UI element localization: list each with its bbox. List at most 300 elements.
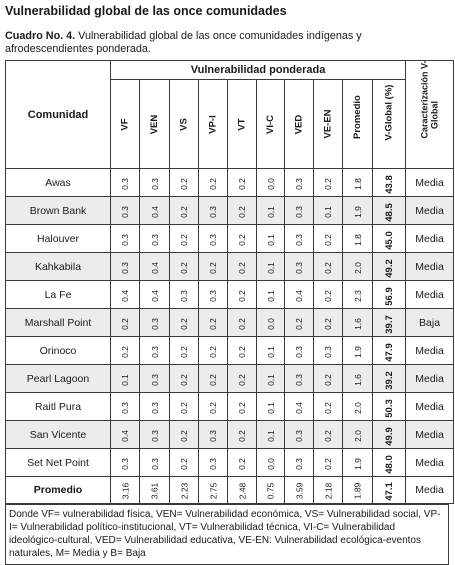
table-row — [6, 449, 454, 477]
value-cell — [170, 197, 199, 225]
table-row — [6, 337, 454, 365]
value-text: 0.3 — [293, 233, 304, 246]
value-text: 0.2 — [322, 261, 333, 274]
column-header — [199, 80, 228, 169]
column-header — [111, 80, 140, 169]
table-row — [6, 197, 454, 225]
value-cell — [314, 393, 343, 421]
header-vulnerabilidad-ponderada: Vulnerabilidad ponderada — [111, 61, 406, 80]
column-header-label: VP-I — [207, 114, 219, 134]
column-header — [140, 80, 170, 169]
community-name: Orinoco — [6, 337, 111, 365]
value-cell — [314, 421, 343, 449]
value-cell — [140, 253, 170, 281]
category-cell: Media — [406, 421, 454, 449]
column-header — [170, 80, 199, 169]
value-cell — [228, 449, 257, 477]
table-row — [6, 281, 454, 309]
category-cell: Media — [406, 365, 454, 393]
value-cell — [140, 365, 170, 393]
value-cell — [285, 253, 314, 281]
value-cell — [228, 477, 257, 504]
value-cell — [285, 449, 314, 477]
value-text: 0.3 — [119, 261, 130, 274]
value-cell — [373, 365, 406, 393]
category-cell: Media — [406, 253, 454, 281]
value-cell — [343, 365, 373, 393]
value-cell — [373, 421, 406, 449]
value-cell — [170, 365, 199, 393]
value-text: 2.75 — [207, 482, 218, 500]
table-caption — [5, 30, 449, 56]
value-cell — [373, 281, 406, 309]
value-cell — [111, 449, 140, 477]
value-text: 48.0 — [383, 454, 395, 474]
value-text: 0.3 — [119, 457, 130, 470]
value-cell — [199, 337, 228, 365]
value-cell — [373, 225, 406, 253]
value-cell — [170, 337, 199, 365]
value-text: 0.2 — [322, 429, 333, 442]
value-text: 0.3 — [149, 317, 160, 330]
vulnerability-table — [5, 60, 454, 504]
value-cell — [257, 169, 285, 197]
value-cell — [170, 281, 199, 309]
value-cell — [140, 309, 170, 337]
value-text: 50.3 — [383, 398, 395, 418]
value-text: 1.6 — [352, 373, 363, 386]
column-header-label: VED — [293, 114, 305, 134]
category-cell: Media — [406, 197, 454, 225]
value-text: 3.61 — [149, 482, 160, 500]
table-row — [6, 309, 454, 337]
value-text: 0.2 — [236, 177, 247, 190]
value-cell — [257, 253, 285, 281]
value-cell — [111, 365, 140, 393]
value-cell — [373, 393, 406, 421]
value-cell — [285, 309, 314, 337]
value-cell — [343, 281, 373, 309]
value-text: 1.9 — [352, 345, 363, 358]
value-cell — [170, 169, 199, 197]
value-cell — [343, 449, 373, 477]
table-footnote: Donde VF= vulnerabilidad física, VEN= Vulnerabilidad económica, VS= Vulnerabilidad social, VP-I= Vulnerabilidad político-institucional, VT= Vulnerabilidad técnica, VI-C= Vulnerabilidad ideológico-cultural, VED= Vulnerabilidad educativa, VE-EN: Vulnerabilidad ecológica-eventos naturales, M= Media y B= Baja — [6, 505, 449, 565]
value-text: 0.4 — [149, 289, 160, 302]
header-caracterizacion — [406, 61, 454, 169]
footnote-table — [5, 504, 449, 565]
value-text: 0.2 — [322, 401, 333, 414]
value-cell — [199, 281, 228, 309]
value-text: 0.3 — [207, 233, 218, 246]
value-cell — [140, 393, 170, 421]
value-cell — [228, 421, 257, 449]
value-text: 0.3 — [149, 373, 160, 386]
value-text: 0.3 — [293, 457, 304, 470]
value-cell — [111, 337, 140, 365]
column-header — [228, 80, 257, 169]
value-text: 2.48 — [236, 482, 247, 500]
value-text: 45.0 — [383, 230, 395, 250]
value-cell — [314, 449, 343, 477]
value-cell — [343, 393, 373, 421]
value-text: 0.2 — [236, 457, 247, 470]
value-cell — [373, 449, 406, 477]
value-text: 0.3 — [207, 289, 218, 302]
value-text: 0.3 — [293, 429, 304, 442]
value-cell — [314, 197, 343, 225]
value-cell — [257, 225, 285, 253]
value-text: 0.3 — [322, 345, 333, 358]
value-text: 2.0 — [352, 429, 363, 442]
value-cell — [170, 253, 199, 281]
value-text: 43.8 — [383, 174, 395, 194]
value-cell — [140, 281, 170, 309]
value-text: 39.2 — [383, 370, 395, 390]
value-text: 0.1 — [265, 205, 276, 218]
category-cell: Media — [406, 337, 454, 365]
value-cell — [228, 281, 257, 309]
value-cell — [111, 309, 140, 337]
value-text: 0.4 — [293, 401, 304, 414]
community-name: Set Net Point — [6, 449, 111, 477]
community-name: Raitl Pura — [6, 393, 111, 421]
value-text: 1.6 — [352, 317, 363, 330]
caption-text: Vulnerabilidad global de las once comunidades indígenas y afrodescendientes ponderada. — [5, 30, 362, 55]
value-text: 0.2 — [322, 457, 333, 470]
value-text: 0.2 — [236, 345, 247, 358]
value-text: 0.3 — [149, 345, 160, 358]
category-cell: Media — [406, 477, 454, 504]
value-cell — [170, 393, 199, 421]
column-header — [257, 80, 285, 169]
value-text: 0.3 — [149, 177, 160, 190]
value-cell — [314, 309, 343, 337]
value-text: 2.23 — [178, 482, 189, 500]
value-text: 2.18 — [322, 482, 333, 500]
community-name: Pearl Lagoon — [6, 365, 111, 393]
column-header-label: VT — [236, 117, 248, 131]
value-cell — [170, 421, 199, 449]
category-cell: Media — [406, 281, 454, 309]
value-cell — [343, 225, 373, 253]
value-cell — [111, 253, 140, 281]
value-text: 0.4 — [119, 429, 130, 442]
value-text: 0.2 — [178, 177, 189, 190]
value-text: 0.2 — [322, 317, 333, 330]
value-cell — [343, 253, 373, 281]
value-text: 0.2 — [178, 457, 189, 470]
value-text: 0.2 — [178, 373, 189, 386]
value-text: 0.2 — [119, 317, 130, 330]
community-name: Promedio — [6, 477, 111, 504]
value-cell — [285, 421, 314, 449]
value-text: 49.9 — [383, 426, 395, 446]
value-text: 0.3 — [293, 345, 304, 358]
value-text: 0.2 — [178, 429, 189, 442]
value-cell — [257, 449, 285, 477]
community-name: Brown Bank — [6, 197, 111, 225]
value-cell — [343, 197, 373, 225]
value-cell — [285, 365, 314, 393]
community-name: Awas — [6, 169, 111, 197]
value-cell — [111, 281, 140, 309]
value-text: 0.3 — [119, 205, 130, 218]
value-text: 0.2 — [236, 261, 247, 274]
value-cell — [140, 449, 170, 477]
table-row — [6, 477, 454, 504]
value-cell — [228, 225, 257, 253]
value-cell — [140, 337, 170, 365]
value-text: 0.3 — [293, 177, 304, 190]
value-cell — [314, 477, 343, 504]
value-cell — [111, 477, 140, 504]
value-cell — [111, 393, 140, 421]
value-text: 56.9 — [383, 286, 395, 306]
value-text: 0.3 — [119, 233, 130, 246]
value-text: 0.1 — [265, 429, 276, 442]
header-caracterizacion-line1: Caracterización V- — [419, 59, 430, 138]
value-text: 0.2 — [236, 289, 247, 302]
value-cell — [111, 225, 140, 253]
value-text: 0.3 — [207, 429, 218, 442]
value-text: 0.3 — [149, 429, 160, 442]
value-cell — [111, 197, 140, 225]
value-text: 0.2 — [236, 317, 247, 330]
value-text: 1.9 — [352, 457, 363, 470]
value-text: 48.5 — [383, 202, 395, 222]
community-name: Kahkabila — [6, 253, 111, 281]
value-cell — [257, 309, 285, 337]
value-cell — [140, 225, 170, 253]
value-text: 0.1 — [265, 401, 276, 414]
value-cell — [199, 253, 228, 281]
value-text: 0.1 — [265, 289, 276, 302]
value-text: 0.1 — [265, 233, 276, 246]
value-cell — [285, 477, 314, 504]
value-text: 0.3 — [149, 457, 160, 470]
value-cell — [257, 337, 285, 365]
value-text: 0.4 — [293, 289, 304, 302]
value-text: 0.2 — [236, 401, 247, 414]
value-text: 0.2 — [178, 261, 189, 274]
column-header — [373, 80, 406, 169]
value-cell — [257, 393, 285, 421]
value-cell — [314, 281, 343, 309]
table-row — [6, 253, 454, 281]
value-cell — [228, 393, 257, 421]
column-header-label: Promedio — [352, 94, 363, 139]
value-text: 0.2 — [236, 373, 247, 386]
value-cell — [199, 477, 228, 504]
value-cell — [140, 169, 170, 197]
value-text: 0.2 — [236, 429, 247, 442]
value-text: 0.2 — [293, 317, 304, 330]
value-text: 0.2 — [207, 261, 218, 274]
value-text: 1.9 — [352, 205, 363, 218]
value-text: 0.2 — [178, 233, 189, 246]
value-cell — [285, 225, 314, 253]
value-cell — [170, 309, 199, 337]
caption-label: Cuadro No. 4. — [5, 30, 76, 42]
value-text: 0.3 — [119, 177, 130, 190]
value-cell — [285, 393, 314, 421]
table-row — [6, 393, 454, 421]
value-text: 47.1 — [383, 482, 395, 501]
value-text: 0.3 — [149, 233, 160, 246]
value-text: 49.2 — [383, 258, 395, 278]
value-text: 0.2 — [236, 205, 247, 218]
value-text: 0.3 — [207, 205, 218, 218]
value-text: 0.0 — [265, 177, 276, 190]
category-cell: Media — [406, 169, 454, 197]
table-row — [6, 421, 454, 449]
value-text: 0.3 — [293, 373, 304, 386]
value-cell — [170, 449, 199, 477]
value-cell — [199, 309, 228, 337]
value-text: 0.2 — [322, 289, 333, 302]
table-row — [6, 225, 454, 253]
value-cell — [314, 169, 343, 197]
value-text: 0.2 — [322, 233, 333, 246]
value-cell — [257, 197, 285, 225]
community-name: San Vicente — [6, 421, 111, 449]
value-cell — [199, 169, 228, 197]
value-cell — [257, 365, 285, 393]
column-header-label: VS — [178, 117, 190, 131]
column-header-label: VI-C — [265, 114, 276, 134]
value-cell — [314, 337, 343, 365]
value-cell — [257, 421, 285, 449]
value-text: 0.2 — [178, 345, 189, 358]
table-row — [6, 169, 454, 197]
value-text: 0.3 — [178, 289, 189, 302]
value-text: 0.0 — [265, 457, 276, 470]
value-cell — [373, 169, 406, 197]
value-text: 0.1 — [265, 373, 276, 386]
value-text: 0.2 — [322, 177, 333, 190]
value-cell — [314, 253, 343, 281]
value-text: 1.8 — [352, 233, 363, 246]
value-cell — [170, 225, 199, 253]
value-cell — [199, 421, 228, 449]
value-text: 0.3 — [207, 457, 218, 470]
value-text: 1.89 — [352, 482, 363, 500]
value-text: 0.2 — [322, 373, 333, 386]
value-cell — [170, 477, 199, 504]
value-cell — [314, 225, 343, 253]
value-cell — [373, 197, 406, 225]
value-cell — [228, 337, 257, 365]
column-header-label: VF — [119, 117, 131, 131]
value-cell — [373, 337, 406, 365]
section-heading: Vulnerabilidad global de las once comunidades — [5, 4, 287, 18]
value-cell — [228, 169, 257, 197]
value-cell — [373, 309, 406, 337]
value-cell — [111, 169, 140, 197]
value-cell — [285, 169, 314, 197]
table-row — [6, 365, 454, 393]
value-cell — [257, 281, 285, 309]
value-cell — [140, 197, 170, 225]
page — [5, 4, 449, 565]
value-text: 39.7 — [383, 314, 395, 334]
column-header-label: VE-EN — [322, 108, 334, 138]
value-cell — [343, 309, 373, 337]
community-name: Marshall Point — [6, 309, 111, 337]
value-text: 0.3 — [293, 261, 304, 274]
column-header-label: VEN — [149, 114, 160, 134]
value-text: 0.3 — [293, 205, 304, 218]
value-text: 0.2 — [178, 205, 189, 218]
value-text: 0.1 — [322, 205, 333, 218]
value-text: 0.4 — [119, 289, 130, 302]
value-text: 0.4 — [149, 205, 160, 218]
value-cell — [199, 225, 228, 253]
value-text: 0.1 — [265, 345, 276, 358]
value-text: 0.3 — [119, 401, 130, 414]
value-cell — [111, 421, 140, 449]
value-text: 0.2 — [207, 317, 218, 330]
value-text: 0.3 — [149, 401, 160, 414]
category-cell: Baja — [406, 309, 454, 337]
value-cell — [314, 365, 343, 393]
value-cell — [228, 197, 257, 225]
value-cell — [199, 449, 228, 477]
community-name: La Fe — [6, 281, 111, 309]
value-text: 2.0 — [352, 401, 363, 414]
value-text: 0.2 — [178, 317, 189, 330]
value-cell — [228, 365, 257, 393]
category-cell: Media — [406, 225, 454, 253]
category-cell: Media — [406, 449, 454, 477]
value-text: 0.2 — [207, 373, 218, 386]
column-header-label: V-Global (%) — [383, 84, 395, 141]
value-cell — [285, 337, 314, 365]
value-text: 1.8 — [352, 177, 363, 190]
value-cell — [285, 281, 314, 309]
column-header — [285, 80, 314, 169]
value-cell — [285, 197, 314, 225]
value-text: 47.9 — [383, 342, 395, 362]
value-cell — [373, 253, 406, 281]
value-text: 0.1 — [265, 261, 276, 274]
category-cell: Media — [406, 393, 454, 421]
value-text: 0.0 — [265, 317, 276, 330]
value-text: 0.2 — [207, 177, 218, 190]
column-header — [314, 80, 343, 169]
value-text: 0.1 — [119, 373, 130, 386]
value-text: 0.2 — [119, 345, 130, 358]
community-name: Halouver — [6, 225, 111, 253]
header-caracterizacion-line2: Global — [429, 100, 440, 129]
value-text: 0.2 — [207, 345, 218, 358]
value-text: 2.3 — [352, 289, 363, 302]
value-cell — [140, 421, 170, 449]
value-cell — [257, 477, 285, 504]
value-text: 0.2 — [207, 401, 218, 414]
value-cell — [228, 253, 257, 281]
value-cell — [373, 477, 406, 504]
value-text: 0.4 — [149, 261, 160, 274]
value-text: 3.59 — [293, 482, 304, 500]
value-text: 0.75 — [265, 482, 276, 500]
value-cell — [343, 421, 373, 449]
value-cell — [228, 309, 257, 337]
value-text: 0.2 — [178, 401, 189, 414]
value-cell — [343, 337, 373, 365]
value-text: 3.16 — [119, 482, 130, 500]
value-cell — [199, 393, 228, 421]
